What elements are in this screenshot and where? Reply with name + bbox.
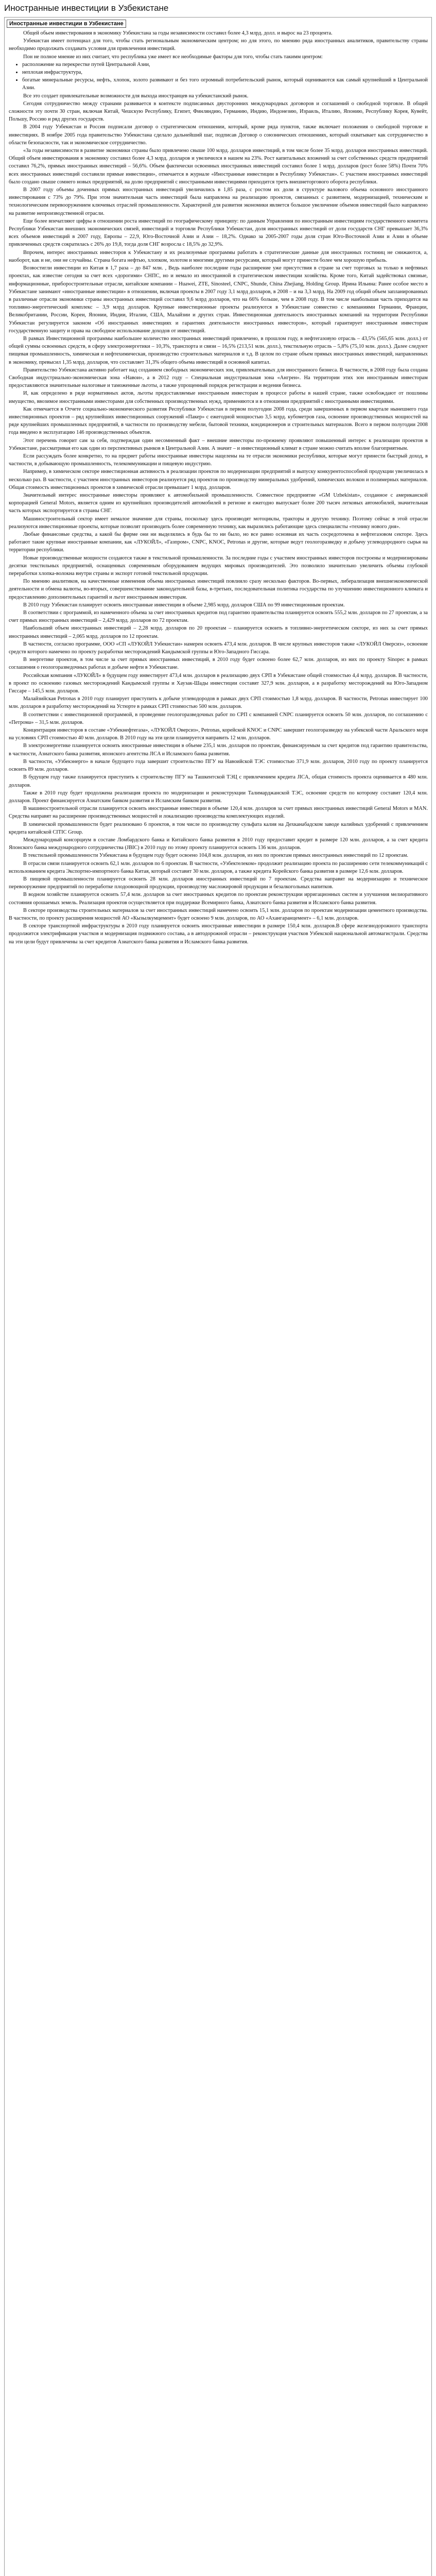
paragraph: Все это создает привлекательные возможности для выхода иностранцев на узбекистанский рынок. [23, 93, 249, 99]
paragraph: В рамках Инвестиционной программы наибольшее количество иностранных инвестиций привлечено, в прошлом году, в нефтегазовую отрасль – 43,5% (565,65 млн. долл.) от общей суммы освоенных средств, в сферу электроэнергетики – 10,3%, транспорта и связи – 16,5% (213,51 млн. долл.), текстильную отрасль – 5,8% (75,10 млн. долл.). Далее следуют пищевая промышленность, химическая и нефтехимическая, производство строительных материалов и т.д. В целом по стране объем прямых иностранных инвестиций, направленных в экономику, превысил 1,35 млрд. долларов, что составляет 31,3% общего объема инвестиций в основной капитал. [9, 335, 428, 365]
paragraph: В отрасли связи планируется освоить 62,1 млн. долларов по 6 проектам. В частности, «Узбектелеком» продолжит реализацию проекта по расширению сети телекоммуникаций с использованием кредита Экспортно-импортного банка Китая, который составит 30 млн. долларов, а также кредита Корейского банка развития в размере 12,6 млн. долларов. [9, 860, 428, 874]
paragraph: Концентрация инвесторов в составе «Узбекнефтегаза», «ЛУКОЙЛ Оверсиз», Petronas, корейской KNOC и CNPC завершит геологоразведку на узбекской части Аральского моря на условиях СРП стоимостью 40 млн. долларов. В 2010 году на эти цели планируется направить 12 млн. долларов. [9, 727, 428, 741]
paragraph: Любые финансовые средства, а какой бы фирме они ни выделялись в будь бы то ни было, но все равно основная их часть сосредоточена в нефтегазовом секторе. Здесь работают такие крупные иностранные компании, как «ЛУКОЙЛ», «Газпром», CNPC, KNOC, Petronas и другие, которые ведут геологоразведку и добычу углеводородного сырья на территории республики. [9, 532, 428, 553]
paragraph: Малайзийская Petronas в 2010 году планирует приступить к добыче углеводородов в рамках двух СРП стоимостью 1,8 млрд. долларов. В частности, Petronas инвестирует 100 млн. долларов в разработку месторождений на Устюрте в рамках СРП стоимостью 500 млн. долларов. [9, 696, 428, 710]
paragraph: «За годы независимости в развитие экономики страны было привлечено свыше 100 млрд. долларов инвестиций, в том числе более 35 млрд. долларов иностранных инвестиций. Общий объем инвестирования в экономику составил более 4,3 млрд. долларов и увеличился в нашем на 23%. Рост капитальных вложений за счет собственных средств предприятий составил 76,2%, прямых иностранных инвестиций – 56,6%. Объем фактически освоенных иностранных инвестиций составил более 1 млрд. долларов (рост более 58%) Почти 70% всех иностранных инвестиций составили прямые инвестиции», отмечается в журнале «Иностранные инвестиции в Республику Узбекистан». С участием иностранных инвестиций было создано свыше сомнего новых предприятий, на долю предприятий с иностранными инвестициями приходится треть внешнеторгового оборота республики. [9, 148, 428, 185]
paragraph: В пищевой промышленности планируется освоить 28 млн. долларов иностранных инвестиций по 7 проектам. Средства направят на модернизацию и техническое перевооружение предприятий по переработке плодоовощной продукции, производству масложировой продукции и безалкогольных напитков. [9, 876, 428, 890]
paragraph: Новые производственные мощности создаются также в текстильной промышленности. За последние годы с участием иностранных инвесторов построены и модернизированы десятки текстильных предприятий, оснащенных современным оборудованием ведущих мировых производителей. Это позволило значительно увеличить объемы глубокой переработки хлопка-волокна внутри страны и экспорт готовой текстильной продукции. [9, 555, 428, 577]
paragraph: Как отмечается в Отчете социально-экономического развития Республики Узбекистан в первом полугодии 2008 года, среди завершенных в первом квартале нынешнего года инвестиционных проектов – ряд крупнейших инвестиционных сооружений «Пакер» с ежегодной мощностью 3,5 млрд. кубометров газа, освоение производственных мощностей на ряде крупнейших промышленных предприятий, в частности по производству мебели, бытовой техники, кондиционеров и строительных материалов. Всего в первом полугодии 2008 года введено в эксплуатацию 146 производственных объектов. [9, 406, 428, 436]
paragraph: Правительство Узбекистана активно работает над созданием свободных экономических зон, привлекательных для иностранного бизнеса. В частности, в 2008 году была создана Свободная индустриально-экономическая зона «Навои», а в 2012 году – Специальная индустриальная зона «Ангрен». На территории этих зон иностранным инвесторам предоставляются значительные налоговые и таможенные льготы, а также упрощенный порядок регистрации и ведения бизнеса. [9, 367, 428, 389]
paragraph: В 2010 году Узбекистан планирует освоить иностранные инвестиции в объеме 2,985 млрд. долларов США по 99 инвестиционным проектам. [23, 602, 345, 608]
paragraph: В частности, «Узбекэнерго» в начале будущего года завершит строительство ПГУ на Навоийской ТЭС стоимостью 371,9 млн. долларов, 2010 году по проекту планируется освоить 89 млн. долларов. [9, 758, 428, 773]
paragraph: В машиностроительной отрасли планируется освоить иностранные инвестиции в объеме 120,4 млн. долларов за счет прямых иностранных инвестиций General Motors и MAN. Средства направят на расширение производственных мощностей и локализацию производства комплектующих изделий. [9, 806, 428, 820]
paragraph: Узбекистан имеет потенциал для того, чтобы стать региональным экономическим центром; но для этого, по мнению ряда иностранных аналитиков, правительству страны необходимо продолжать создавать условия для привлечения инвестиций. [9, 38, 428, 52]
paragraph: Международный консорциум в составе Ломбардского банка и Китайского банка развития в 2010 году предоставит кредит в размере 120 млн. долларов, а за счет кредита Японского банка международного сотрудничества (JBIC) в 2010 году по этому проекту планируется освоить 136 млн. долларов. [9, 837, 428, 851]
paragraph: В текстильной промышленности Узбекистана в будущем году будет освоено 104,8 млн. долларов, из них по проектам прямых иностранных инвестиций по 12 проектам. [23, 853, 408, 859]
paragraph: В будущем году также планируется приступить к строительству ПГУ на Ташкентской ТЭЦ с привлечением кредита JICA, общая стоимость проекта оценивается в 480 млн. долларов. [9, 774, 428, 788]
paragraph: В секторе транспортной инфраструктуры в 2010 году планируется освоить иностранные инвестиции в размере 150,4 млн. долларов.В сфере железнодорожного транспорта продолжится электрификация участков и модернизация подвижного состава, а в автодорожной отрасли – реконструкция участков Узбекской национальной автомагистрали. Средства на эти цели будут привлечены за счет кредитов Азиатского банка развития и Исламского банка развития. [9, 923, 428, 945]
list-item: • расположение на перекрестке путей Центральной Азии, [22, 61, 428, 69]
paragraph: Сегодня сотрудничество между странами развивается в контексте подписанных двусторонних международных договоров и соглашений о свободной торговле. В общей сложности эту почти 30 стран, включая Китай, Чешскую Республику, Египет, Финляндию, Германию, Индию, Индонезию, Израиль, Италию, Японию, Республику Корея, Кувейт, Польшу, Россию и ряд других государств. [9, 100, 428, 123]
paragraph: В водном хозяйстве планируется освоить 57,4 млн. долларов за счет иностранных кредитов по проектам реконструкции ирригационных систем и улучшения мелиоративного состояния орошаемых земель. Реализация проектов осуществляется при поддержке Всемирного банка, Азиатского банка развития и Исламского банка развития. [9, 892, 428, 906]
paragraph: Например, в химическом секторе инвестиционная активность в реализации проектов по модернизации предприятий и выпуску конкурентоспособной продукции увеличилась в несколько раз. В частности, с участием иностранных инвесторов реализуется ряд проектов по производству минеральных удобрений, химических волокон и полимерных материалов. Общая стоимость инвестиционных проектов в химической отрасли превышает 1 млрд. долларов. [9, 469, 428, 490]
paragraph: В 2004 году Узбекистан и Россия подписали договор о стратегическом отношении, который, кроме ряда пунктов, также включает положения о свободной торговле и инвестициях. В ноябре 2005 года правительство Узбекистана сделало дальнейший шаг, подписав Договор о союзнических отношениях, который охватывает как сотрудничество в области безопасности, так и экономическое сотрудничество. [9, 124, 428, 146]
paragraph: Значительный интерес иностранные инвесторы проявляют к автомобильной промышленности. Совместное предприятие «GM Uzbekistan», созданное с американской корпорацией General Motors, является одним из крупнейших производителей автомобилей в регионе и ежегодно выпускает более 200 тысяч легковых автомобилей, значительная часть которых экспортируется в страны СНГ. [9, 492, 428, 514]
paragraph: В энергетике проектов, в том числе за счет прямых иностранных инвестиций, в 2010 году будет освоено более 62,7 млн. долларов, из них по проекту Sinopec в рамках соглашения о геологоразведочных работах и добыче нефти в Узбекистане. [9, 657, 428, 671]
paragraph: Машиностроительный сектор имеет немалое значение для страны, поскольку здесь производят мотоциклы, тракторы и другую технику. Поэтому сейчас в этой отрасли реализуются инвестиционные проекты, которые позволят производить более современную технику, как выразились работающие здесь специалисты «технику нового дня». [9, 516, 428, 530]
paragraph: Еще более впечатляют цифры в отношении роста инвестиций по географическому принципу: по данным Управления по иностранным инвестициям государственного комитета Республики Узбекистан внешних экономических связей, инвестиций и торговли Республики Узбекистан, доля иностранных инвестиций от доли государств СНГ превышает 36,3% всех объемов инвестиций в 2007 году, Европы – 22,9, Юго-Восточной Азии и Азии – 18,2%. Однако за 2005-2007 годы доля стран Юго-Восточной Азии и Азии в объеме привлеченных средств сократилась с 26% до 19,8, тогда доля СНГ возросла с 18,5% до 32,9%. [9, 218, 428, 248]
paragraph: В электроэнергетике планируется освоить иностранные инвестиции в объеме 235,1 млн. долларов по проектам, финансируемым за счет кредитов под гарантию правительства, в частности, Азиатского банка развития, японского агентства JICA и Исламского банка развития. [9, 743, 428, 757]
paragraph: Также в 2010 году будет продолжена реализация проекта по модернизации и реконструкции Талимарджанской ТЭС, освоение средств по которому составит 120,4 млн. долларов. Проект финансируется Азиатским банком развития и Исламским банком развития. [9, 790, 428, 804]
paragraph: Наибольший объем иностранных инвестиций – 2,28 млрд. долларов по 20 проектам – планируется освоить в топливно-энергетическом секторе, из них за счет прямых иностранных инвестиций – 2,065 млрд. долларов по 12 проектам. [9, 625, 428, 639]
paragraph: В секторе производства строительных материалов за счет иностранных инвестиций намечено освоить 15,1 млн. долларов по проектам модернизации цементного производства. В частности, по проекту расширения мощностей АО «Кызылкумцемент» будет освоено 9 млн. долларов, по АО «Ахангаранцемент» – 6,1 млн. долларов. [9, 907, 428, 921]
article-panel [4, 17, 432, 2576]
paragraph: Пон не полное мнение из них считает, что республика уже имеет все необходимые факторы для того, чтобы стать такимм центром: [23, 54, 323, 60]
paragraph: В химической промышленности будет реализовано 6 проектов, в том числе по производству сульфата калия на Дехканабадском заводе калийных удобрений с привлечением кредита китайской CITIC Group. [9, 821, 428, 835]
paragraph: Этот перечень говорит сам за себя, подтверждая один несомненный факт – внешние инвесторы по-прежнему проявляют повышенный интерес к реализации проектов в Узбекистане, рассматривая его как один из перспективных рынков в Центральной Азии. А значит – и инвестиционный климат в стране можно считать вполне благоприятным. [9, 437, 428, 451]
paragraph: Российская компания «ЛУКОЙЛ» в будущем году инвестирует 473,4 млн. долларов в реализацию двух СРП в Узбекистане общей стоимостью 4,4 млрд. долларов. В частности, в проект по освоению газовых месторождений Кандымской группы и Хаузак-Шады инвестиции составят 327,9 млн. долларов, а в разработку месторождений на Юго-Западном Гиссаре – 145,5 млн. долларов. [9, 672, 428, 694]
paragraph: В соответствии с инвестиционной программой, в проведение геологоразведочных работ по СРП с компанией CNPC планируется освоить 50 млн. долларов, по соглашению с «Петрома» – 31,5 млн. долларов. [9, 711, 428, 725]
paragraph: Если рассуждать более конкретно, то на предмет работы иностранные инвесторы нацелены на те отрасли экономики республики, которые могут принести быстрый доход, в частности, в добывающую промышленность, телекоммуникации и пищевую индустрию. [9, 453, 428, 467]
page-title: Иностранные инвестиции в Узбекистане [4, 3, 169, 13]
paragraph: В 2007 году объемы доченных прямых иностранных инвестиций увеличились в 1,85 раза, с ростом их доли в структуре валового объема основного иностранного инвестирования с 73% до 79%. При этом значительная часть инвестиций была направлена на реализацию проектов, связанных с развитием, модернизацией, техническим и технологическим перевооружением ключевых отраслей промышленности. Характерной для развития экономики является большое увеличение объемов инвестиций было направлено на развитие непроизводственной отрасли. [9, 187, 428, 216]
paragraph: Возвостигли инвестиции из Китая в 1,7 раза – до 847 млн. , Ведь наиболее последние годы расширение уже присутствия в стране за счет торговых за только в нефтяных проектах, как известие сегодня за счет всех «дорогими» СНПС, но и немало из иностранной в стратегическом инвестиции хозяйства. Кроме того, Китай задействовал связные, информационные, приборостроительные отрасли, китайские компании – Huawei, ZTE, Sinosteel, CNPC, Shunde, China Zhejiang, Holding Group. Ирина Ильина: Ранее особое место в Узбекистане занимают «иностранные инвестиции» в отношении, включая проекты в 2007 году 3,1 млрд долларов, в 2008 – и на 3,3 млрд. На 2009 год общий объем запланированных в различные отрасли экономики страны иностранных инвестиций составил 9,6 млрд долларов, что на 66% больше, чем в 2008 году. В том числе наибольшая часть приходится на топливно-энергетический комплекс – 3,9 млрд долларов. Крупные инвестиционные проекты реализуются в Узбекистане совместно с компаниями Германии, Франции, Великобритании, России, Кореи, Японии, Индии, Италии, США, Малайзии и других стран. Инвестиционная деятельность иностранных компаний на территории Республики Узбекистан регулируется законом «Об иностранных инвестициях и гарантиях деятельности иностранных инвесторов», который гарантирует иностранным инвесторам государственную защиту и права на свободное использование доходов от инвестиций. [9, 265, 428, 334]
paragraph: По мнению аналитиков, на качественные изменения объема иностранных инвестиций повлияло сразу несколько факторов. Во-первых, либерализация внешнеэкономической деятельности и обмена валюты, во-вторых, совершенствование законодательной базы, в-третьих, последовательная политика государства по улучшению инвестиционного климата и предоставлению дополнительных гарантий и льгот иностранным инвесторам. [9, 579, 428, 600]
article-heading: Иностранные инвестиции в Узбекистане [7, 20, 126, 28]
paragraph: Общей обьем инвестирования в экономику Узбекистана за годы независимости составил более 4,3 млрд. долл. и вырос на 23 процента. [23, 30, 333, 36]
factors-list [9, 61, 428, 92]
article-body [9, 29, 428, 946]
paragraph: Впрочем, интерес иностранных инвесторов к Узбекистану и их реализуемые программы работать в стратегические данные для иностранных гостиниц не снижаются, а, наоборот, как и не, они не случайны. Страна богата нефтью, хлопком, золотом и многими другими ресурсами, который могут принести более чем хорошую прибыль. [9, 249, 428, 263]
list-item: • богатые минеральные ресурсы, нефть, хлопок, золото развивают и без того огромный потребительский рынок, который оцениваются как самый крупнейший в Центральной Азии. [22, 76, 428, 92]
paragraph: В частности, согласно программе, ООО «СП «ЛУКОЙЛ Узбекистан» намерен освоить 473,4 млн. долларов. В числе крупных инвесторов также «ЛУКОЙЛ Оверсиз», освоение средств которого намечено по проекту разработки месторождений Кандымской группы и Юго-Западного Гиссара. [9, 641, 428, 655]
paragraph: И, как определено в ряде нормативных актов, льготы предоставляемые иностранным инвесторам в процессе работы в нашей стране, также освобождают от пошлины имущество, ввозимое иностранными инвесторами для собственных производственных нужд, применяются и в отношении предприятий с иностранными инвестициями. [9, 391, 428, 404]
paragraph: В соответствии с программой, из намеченного объема за счет иностранных кредитов под гарантию правительства планируется освоить 555,2 млн. долларов по 27 проектам, а за счет прямых иностранных инвестиций – 2,429 млрд. долларов по 72 проектам. [9, 610, 428, 624]
list-item: • неплохая инфраструктура, [22, 69, 428, 76]
